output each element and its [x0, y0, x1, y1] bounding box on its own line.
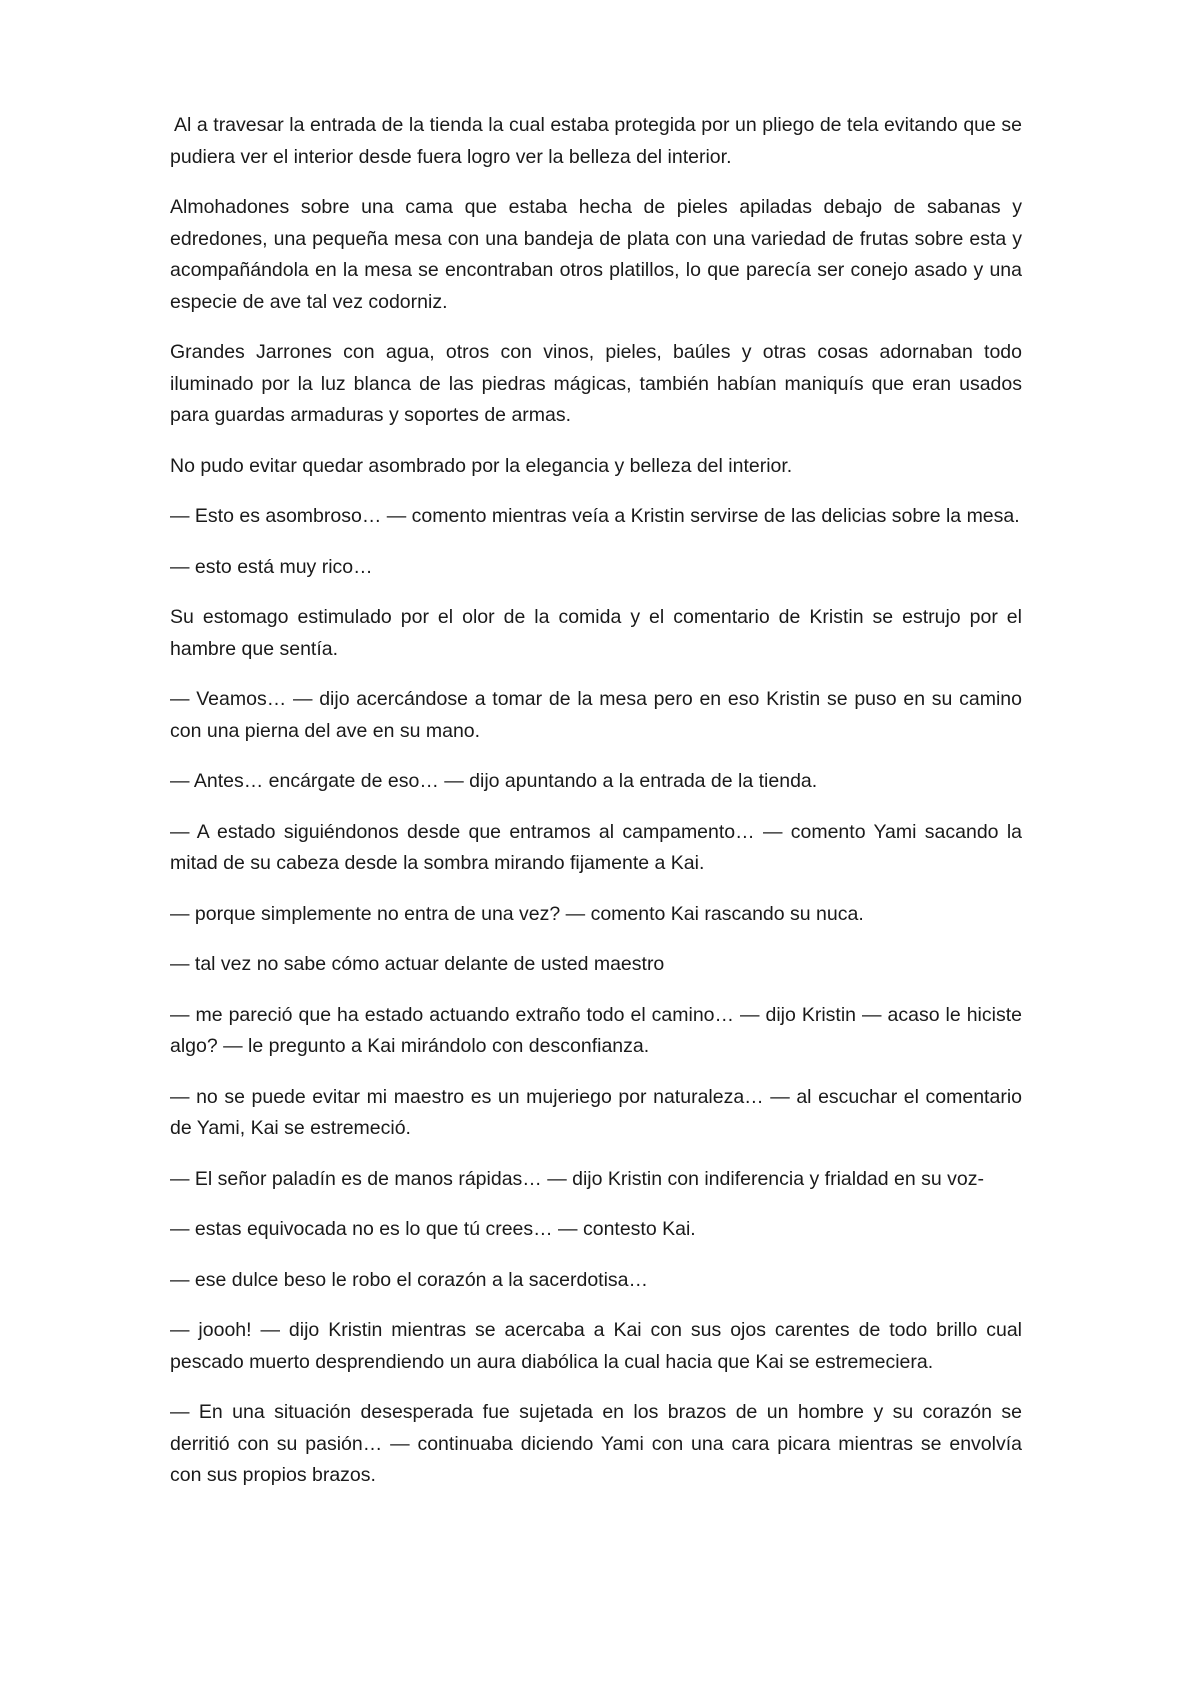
paragraph: Al a travesar la entrada de la tienda la cual estaba protegida por un pliego de tela evitando que se pudiera ver el interior desde fuera logro ver la belleza del interior. [170, 114, 1022, 168]
dialogue-line: — estas equivocada no es lo que tú crees… — contesto Kai. [170, 1218, 696, 1240]
dialogue-line: — me pareció que ha estado actuando extraño todo el camino… — dijo Kristin — acaso le hiciste algo? — le pregunto a Kai mirándolo con desconfianza. [170, 1003, 1022, 1057]
dialogue-line: — tal vez no sabe cómo actuar delante de usted maestro [170, 953, 665, 975]
paragraph: Almohadones sobre una cama que estaba hecha de pieles apiladas debajo de sabanas y edredones, una pequeña mesa con una bandeja de plata con una variedad de frutas sobre esta y acompañándola en la mesa se encontraban otros platillos, lo que parecía ser conejo asado y una especie de ave tal vez codorniz. [170, 196, 1022, 313]
paragraph: Grandes Jarrones con agua, otros con vinos, pieles, baúles y otras cosas adornaban todo iluminado por la luz blanca de las piedras mágicas, también habían maniquís que eran usados para guardas armaduras y soportes de armas. [170, 341, 1022, 426]
dialogue-line: — no se puede evitar mi maestro es un mujeriego por naturaleza… — al escuchar el comentario de Yami, Kai se estremeció. [170, 1085, 1022, 1139]
dialogue-line: — En una situación desesperada fue sujetada en los brazos de un hombre y su corazón se derritió con su pasión… — continuaba diciendo Yami con una cara picara mientras se envolvía con sus propios brazos. [170, 1401, 1022, 1486]
paragraph: No pudo evitar quedar asombrado por la elegancia y belleza del interior. [170, 454, 793, 477]
document-body [170, 110, 1022, 1511]
dialogue-line: — Esto es asombroso… — comento mientras veía a Kristin servirse de las delicias sobre la mesa. [170, 505, 1020, 527]
dialogue-line: — A estado siguiéndonos desde que entramos al campamento… — comento Yami sacando la mitad de su cabeza desde la sombra mirando fijamente a Kai. [170, 820, 1022, 874]
dialogue-line: — Antes… encárgate de eso… — dijo apuntando a la entrada de la tienda. [170, 770, 818, 792]
dialogue-line: — porque simplemente no entra de una vez? — comento Kai rascando su nuca. [170, 902, 864, 925]
dialogue-line: — esto está muy rico… [170, 555, 373, 578]
paragraph: Su estomago estimulado por el olor de la comida y el comentario de Kristin se estrujo por el hambre que sentía. [170, 606, 1022, 660]
dialogue-line: — El señor paladín es de manos rápidas… — dijo Kristin con indiferencia y frialdad en su voz- [170, 1167, 984, 1190]
dialogue-line: — joooh! — dijo Kristin mientras se acercaba a Kai con sus ojos carentes de todo brillo cual pescado muerto desprendiendo un aura diabólica la cual hacia que Kai se estremeciera. [170, 1319, 1022, 1373]
dialogue-line: — Veamos… — dijo acercándose a tomar de la mesa pero en eso Kristin se puso en su camino con una pierna del ave en su mano. [170, 688, 1022, 742]
dialogue-line: — ese dulce beso le robo el corazón a la sacerdotisa… [170, 1268, 649, 1291]
